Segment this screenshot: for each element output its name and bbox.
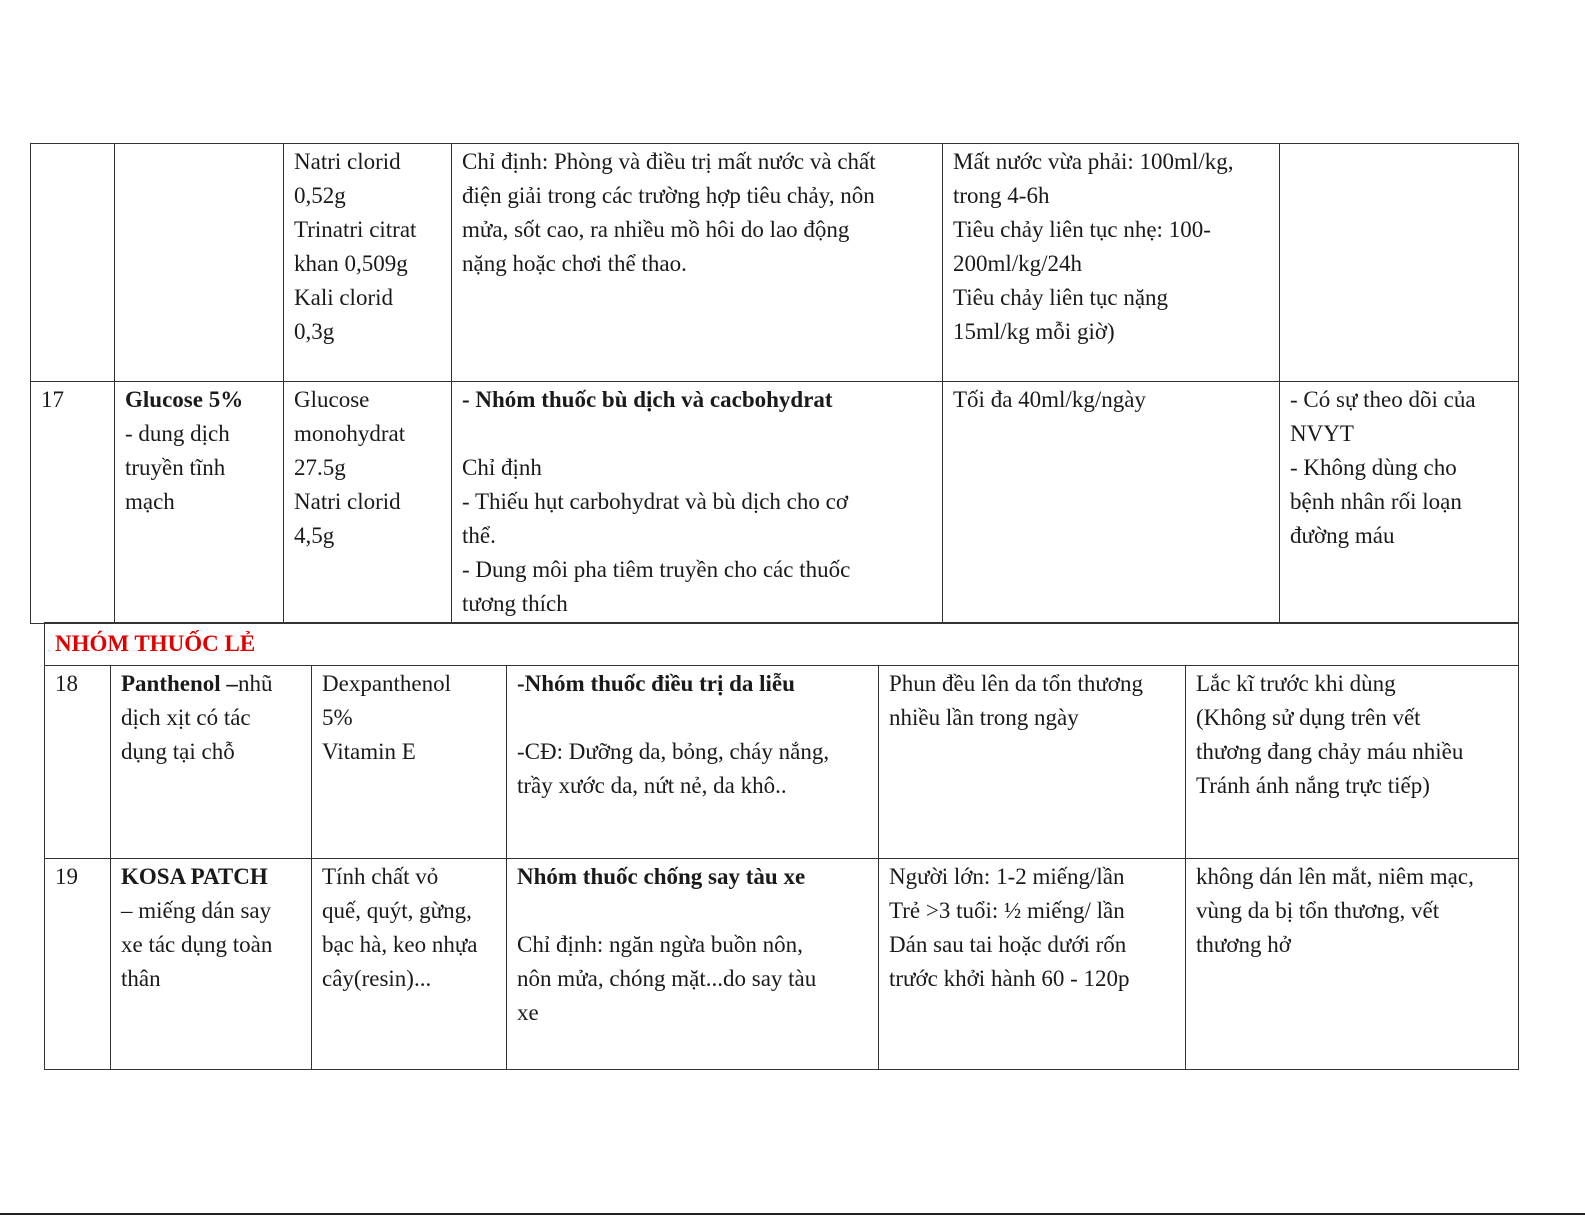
cell-name: KOSA PATCH – miếng dán say xe tác dụng toàn thân bbox=[111, 859, 312, 1070]
cell-dosage: Mất nước vừa phải: 100ml/kg, trong 4-6h Tiêu chảy liên tục nhẹ: 100- 200ml/kg/24h Tiêu chảy liên tục nặng 15ml/kg mỗi giờ) bbox=[943, 144, 1280, 382]
group-header-row bbox=[45, 623, 1519, 666]
cell-name: Glucose 5% - dung dịch truyền tĩnh mạch bbox=[115, 382, 284, 624]
cell-note bbox=[1280, 144, 1519, 382]
page-divider bbox=[0, 1213, 1585, 1215]
table-row bbox=[31, 144, 1519, 382]
cell-note: - Có sự theo dõi của NVYT - Không dùng cho bệnh nhân rối loạn đường máu bbox=[1280, 382, 1519, 624]
cell-indication: Chỉ định: Phòng và điều trị mất nước và chất điện giải trong các trường hợp tiêu chảy, nôn mửa, sốt cao, ra nhiều mồ hôi do lao động nặng hoặc chơi thể thao. bbox=[452, 144, 943, 382]
cell-indication: - Nhóm thuốc bù dịch và cacbohydrat Chỉ định - Thiếu hụt carbohydrat và bù dịch cho cơ thể. - Dung môi pha tiêm truyền cho các thuốc tương thích bbox=[452, 382, 943, 624]
cell-ingredients: Dexpanthenol 5% Vitamin E bbox=[312, 666, 507, 859]
group-title: NHÓM THUỐC LẺ bbox=[45, 623, 1519, 666]
cell-no: 17 bbox=[31, 382, 115, 624]
cell-ingredients: Tính chất vỏ quế, quýt, gừng, bạc hà, keo nhựa cây(resin)... bbox=[312, 859, 507, 1070]
cell-indication: Nhóm thuốc chống say tàu xe Chỉ định: ngăn ngừa buồn nôn, nôn mửa, chóng mặt...do say tàu xe bbox=[507, 859, 879, 1070]
cell-no: 18 bbox=[45, 666, 111, 859]
cell-ingredients: Natri clorid 0,52g Trinatri citrat khan 0,509g Kali clorid 0,3g bbox=[284, 144, 452, 382]
table-row bbox=[31, 382, 1519, 624]
cell-indication: -Nhóm thuốc điều trị da liễu -CĐ: Dưỡng da, bỏng, cháy nắng, trầy xước da, nứt nẻ, da khô.. bbox=[507, 666, 879, 859]
cell-note: Lắc kĩ trước khi dùng (Không sử dụng trên vết thương đang chảy máu nhiều Tránh ánh nắng trực tiếp) bbox=[1186, 666, 1519, 859]
cell-no bbox=[31, 144, 115, 382]
cell-dosage: Người lớn: 1-2 miếng/lần Trẻ >3 tuổi: ½ miếng/ lần Dán sau tai hoặc dưới rốn trước khởi hành 60 - 120p bbox=[879, 859, 1186, 1070]
cell-dosage: Phun đều lên da tổn thương nhiều lần trong ngày bbox=[879, 666, 1186, 859]
drug-table-top bbox=[30, 143, 1519, 624]
table-row bbox=[45, 859, 1519, 1070]
drug-table-bottom bbox=[44, 622, 1519, 1070]
cell-dosage: Tối đa 40ml/kg/ngày bbox=[943, 382, 1280, 624]
cell-note: không dán lên mắt, niêm mạc, vùng da bị tổn thương, vết thương hở bbox=[1186, 859, 1519, 1070]
table-row bbox=[45, 666, 1519, 859]
cell-name: Panthenol –nhũ dịch xịt có tác dụng tại chỗ bbox=[111, 666, 312, 859]
cell-no: 19 bbox=[45, 859, 111, 1070]
cell-ingredients: Glucose monohydrat 27.5g Natri clorid 4,5g bbox=[284, 382, 452, 624]
cell-name bbox=[115, 144, 284, 382]
